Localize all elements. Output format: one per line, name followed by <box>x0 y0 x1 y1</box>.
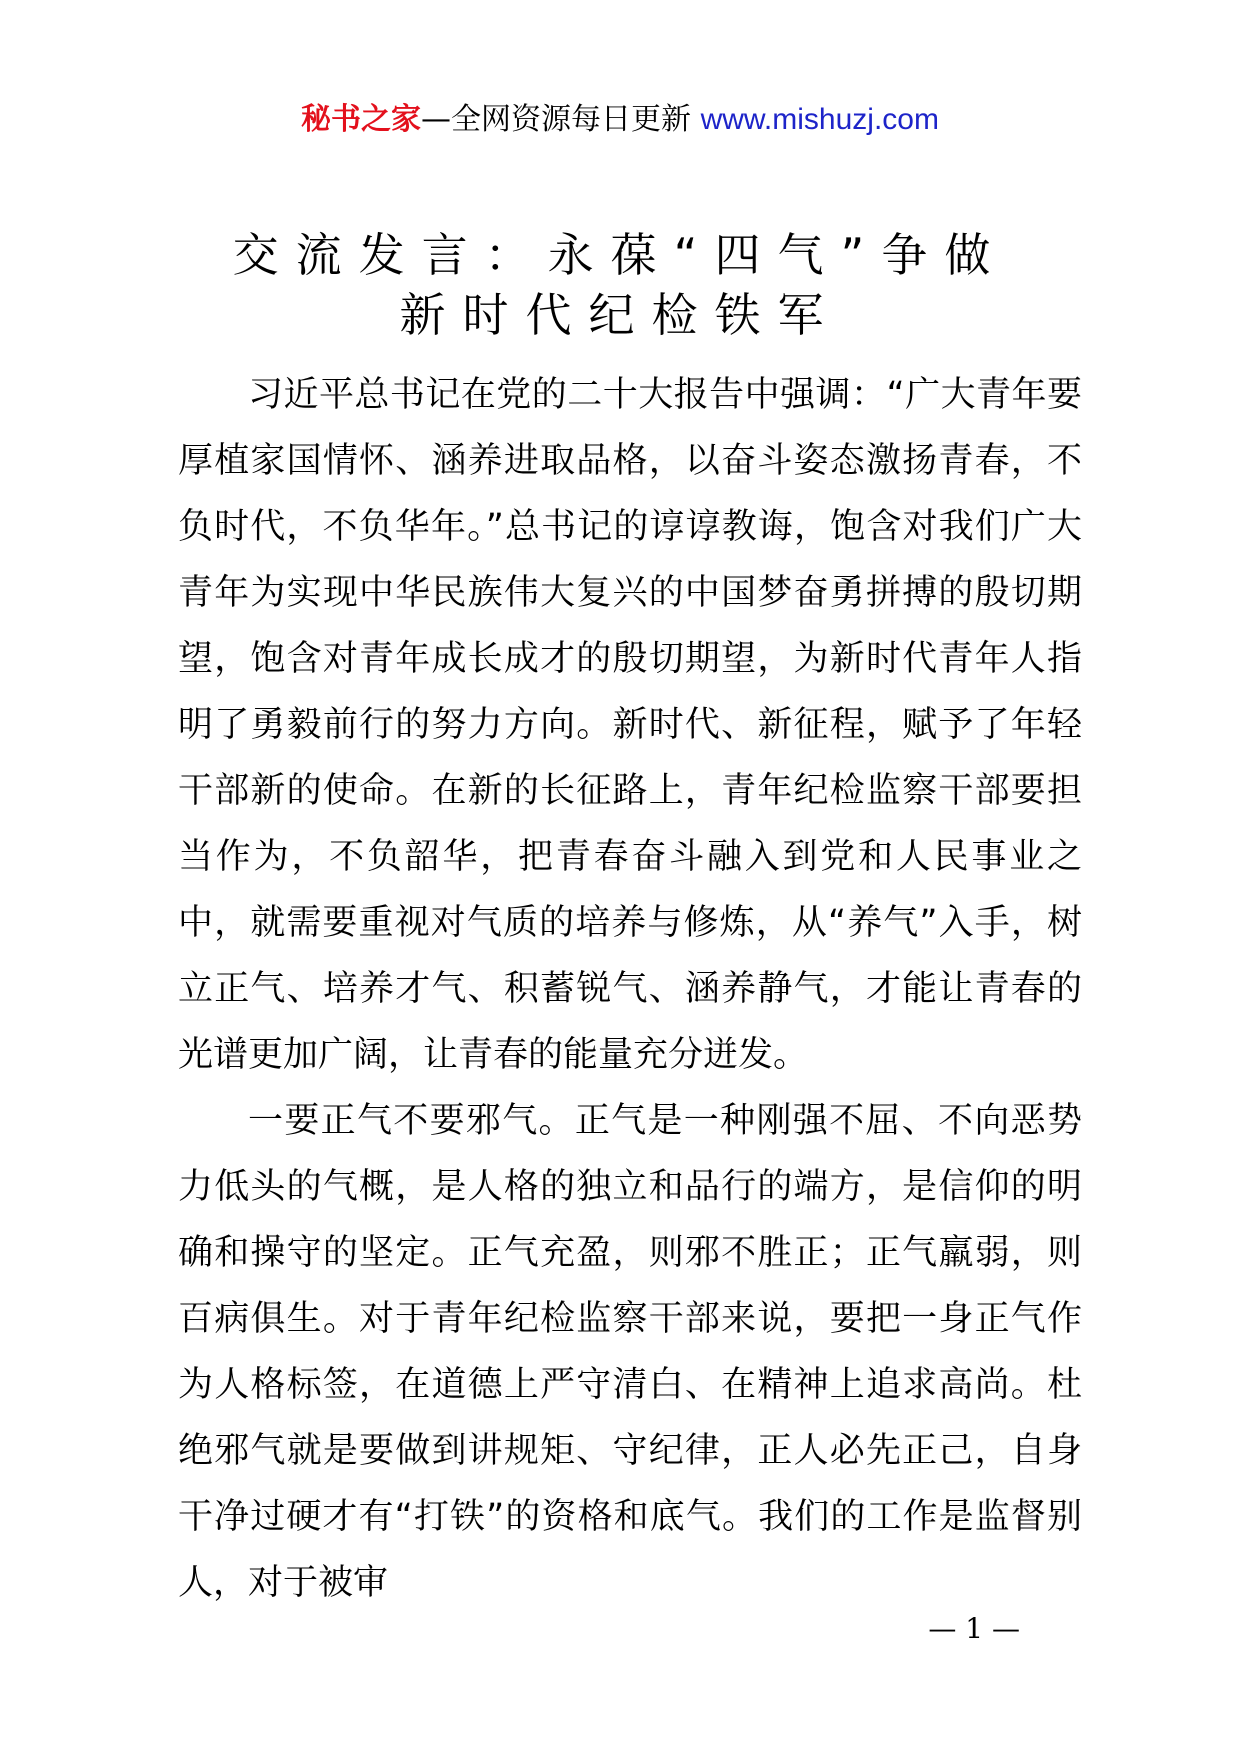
document-title <box>175 225 1065 345</box>
site-banner <box>0 100 1240 140</box>
page-number: — 1 — <box>928 1612 1020 1645</box>
page-footer <box>0 1612 1240 1645</box>
site-url-link[interactable]: www.mishuzj.com <box>700 103 939 136</box>
title-line-1: 交流发言：永葆“四气”争做 <box>232 228 1008 282</box>
paragraph-zhengqi: 一要正气不要邪气。正气是一种刚强不屈、不向恶势力低头的气概，是人格的独立和品行的端方，是信仰的明确和操守的坚定。正气充盈，则邪不胜正；正气羸弱，则百病俱生。对于青年纪检监察干部来说，要把一身正气作为人格标签，在道德上严守清白、在精神上追求高尚。杜绝邪气就是要做到讲规矩、守纪律，正人必先正己，自身干净过硬才有“打铁”的资格和底气。我们的工作是监督别人，对于被审 <box>178 1101 1082 1603</box>
brand-name: 秘书之家 <box>301 102 422 137</box>
title-line-2: 新时代纪检铁军 <box>399 288 841 342</box>
banner-tagline: —全网资源每日更新 <box>421 102 701 137</box>
paragraph-intro: 习近平总书记在党的二十大报告中强调：“广大青年要厚植家国情怀、涵养进取品格，以奋斗姿态激扬青春，不负时代，不负华年。”总书记的谆谆教诲，饱含对我们广大青年为实现中华民族伟大复兴的中国梦奋勇拼搏的殷切期望，饱含对青年成长成才的殷切期望，为新时代青年人指明了勇毅前行的努力方向。新时代、新征程，赋予了年轻干部新的使命。在新的长征路上，青年纪检监察干部要担当作为，不负韶华，把青春奋斗融入到党和人民事业之中，就需要重视对气质的培养与修炼，从“养气”入手，树立正气、培养才气、积蓄锐气、涵养静气，才能让青春的光谱更加广阔，让青春的能量充分迸发。 <box>178 375 1082 1075</box>
document-body <box>178 362 1082 1616</box>
